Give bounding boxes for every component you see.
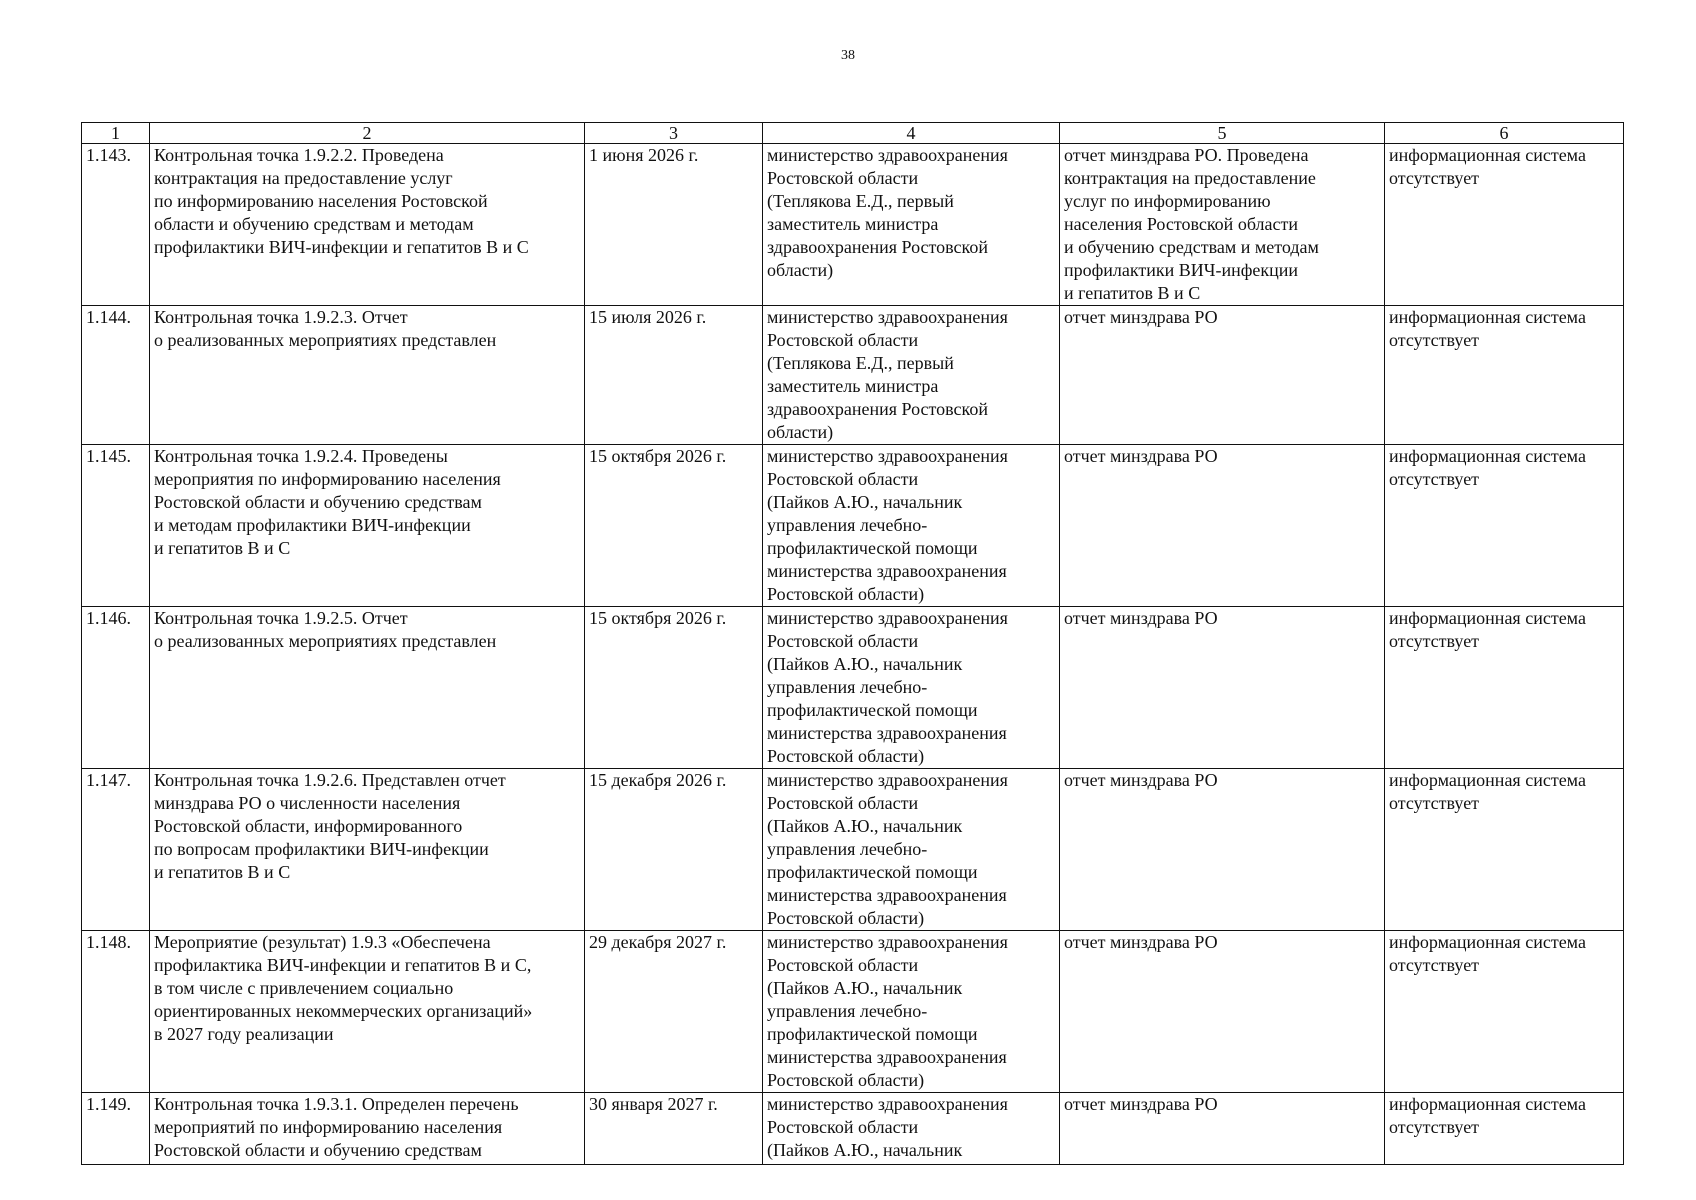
- table-row: [82, 769, 1624, 931]
- row-number: 1.147.: [82, 769, 150, 931]
- responsible-cell: министерство здравоохранения Ростовской области (Теплякова Е.Д., первый заместитель министра здравоохранения Ростовской области): [763, 306, 1060, 445]
- deadline-cell: 15 октября 2026 г.: [585, 445, 763, 607]
- document-cell: отчет минздрава РО: [1060, 306, 1385, 445]
- column-header: 1: [82, 123, 150, 144]
- document-cell: отчет минздрава РО. Проведена контрактация на предоставление услуг по информированию населения Ростовской области и обучению средствам и методам профилактики ВИЧ-инфекции и гепатитов В и С: [1060, 144, 1385, 306]
- table-row: [82, 607, 1624, 769]
- event-cell: Контрольная точка 1.9.2.2. Проведена контрактация на предоставление услуг по информированию населения Ростовской области и обучению средствам и методам профилактики ВИЧ-инфекции и гепатитов В и С: [150, 144, 585, 306]
- row-number: 1.149.: [82, 1093, 150, 1165]
- deadline-cell: 15 октября 2026 г.: [585, 607, 763, 769]
- info-system-cell: информационная система отсутствует: [1385, 445, 1624, 607]
- responsible-cell: министерство здравоохранения Ростовской области (Пайков А.Ю., начальник управления лечебно- профилактической помощи министерства здравоохранения Ростовской области): [763, 445, 1060, 607]
- deadline-cell: 15 декабря 2026 г.: [585, 769, 763, 931]
- event-cell: Контрольная точка 1.9.2.3. Отчет о реализованных мероприятиях представлен: [150, 306, 585, 445]
- responsible-cell: министерство здравоохранения Ростовской области (Пайков А.Ю., начальник управления лечебно- профилактической помощи министерства здравоохранения Ростовской области): [763, 607, 1060, 769]
- table-row: [82, 445, 1624, 607]
- info-system-cell: информационная система отсутствует: [1385, 769, 1624, 931]
- info-system-cell: информационная система отсутствует: [1385, 607, 1624, 769]
- event-cell: Контрольная точка 1.9.2.6. Представлен отчет минздрава РО о численности населения Ростовской области, информированного по вопросам профилактики ВИЧ-инфекции и гепатитов В и С: [150, 769, 585, 931]
- responsible-cell: министерство здравоохранения Ростовской области (Теплякова Е.Д., первый заместитель министра здравоохранения Ростовской области): [763, 144, 1060, 306]
- plan-table: [81, 122, 1624, 1165]
- deadline-cell: 1 июня 2026 г.: [585, 144, 763, 306]
- column-header: 5: [1060, 123, 1385, 144]
- deadline-cell: 15 июля 2026 г.: [585, 306, 763, 445]
- event-cell: Контрольная точка 1.9.3.1. Определен перечень мероприятий по информированию населения Ростовской области и обучению средствам: [150, 1093, 585, 1165]
- column-header: 6: [1385, 123, 1624, 144]
- row-number: 1.143.: [82, 144, 150, 306]
- table-row: [82, 1093, 1624, 1165]
- row-number: 1.148.: [82, 931, 150, 1093]
- document-cell: отчет минздрава РО: [1060, 1093, 1385, 1165]
- column-header: 2: [150, 123, 585, 144]
- info-system-cell: информационная система отсутствует: [1385, 931, 1624, 1093]
- event-cell: Контрольная точка 1.9.2.5. Отчет о реализованных мероприятиях представлен: [150, 607, 585, 769]
- row-number: 1.144.: [82, 306, 150, 445]
- info-system-cell: информационная система отсутствует: [1385, 1093, 1624, 1165]
- row-number: 1.145.: [82, 445, 150, 607]
- responsible-cell: министерство здравоохранения Ростовской области (Пайков А.Ю., начальник управления лечебно- профилактической помощи министерства здравоохранения Ростовской области): [763, 931, 1060, 1093]
- document-cell: отчет минздрава РО: [1060, 931, 1385, 1093]
- table-row: [82, 931, 1624, 1093]
- info-system-cell: информационная система отсутствует: [1385, 144, 1624, 306]
- table-row: [82, 306, 1624, 445]
- responsible-cell: министерство здравоохранения Ростовской области (Пайков А.Ю., начальник: [763, 1093, 1060, 1165]
- column-number-row: [82, 123, 1624, 144]
- deadline-cell: 30 января 2027 г.: [585, 1093, 763, 1165]
- document-cell: отчет минздрава РО: [1060, 445, 1385, 607]
- event-cell: Мероприятие (результат) 1.9.3 «Обеспечена профилактика ВИЧ-инфекции и гепатитов В и С, в том числе с привлечением социально ориентированных некоммерческих организаций» в 2027 году реализации: [150, 931, 585, 1093]
- info-system-cell: информационная система отсутствует: [1385, 306, 1624, 445]
- document-cell: отчет минздрава РО: [1060, 769, 1385, 931]
- document-cell: отчет минздрава РО: [1060, 607, 1385, 769]
- table-row: [82, 144, 1624, 306]
- page-number: 38: [841, 48, 855, 63]
- deadline-cell: 29 декабря 2027 г.: [585, 931, 763, 1093]
- event-cell: Контрольная точка 1.9.2.4. Проведены мероприятия по информированию населения Ростовской области и обучению средствам и методам профилактики ВИЧ-инфекции и гепатитов В и С: [150, 445, 585, 607]
- row-number: 1.146.: [82, 607, 150, 769]
- column-header: 4: [763, 123, 1060, 144]
- responsible-cell: министерство здравоохранения Ростовской области (Пайков А.Ю., начальник управления лечебно- профилактической помощи министерства здравоохранения Ростовской области): [763, 769, 1060, 931]
- column-header: 3: [585, 123, 763, 144]
